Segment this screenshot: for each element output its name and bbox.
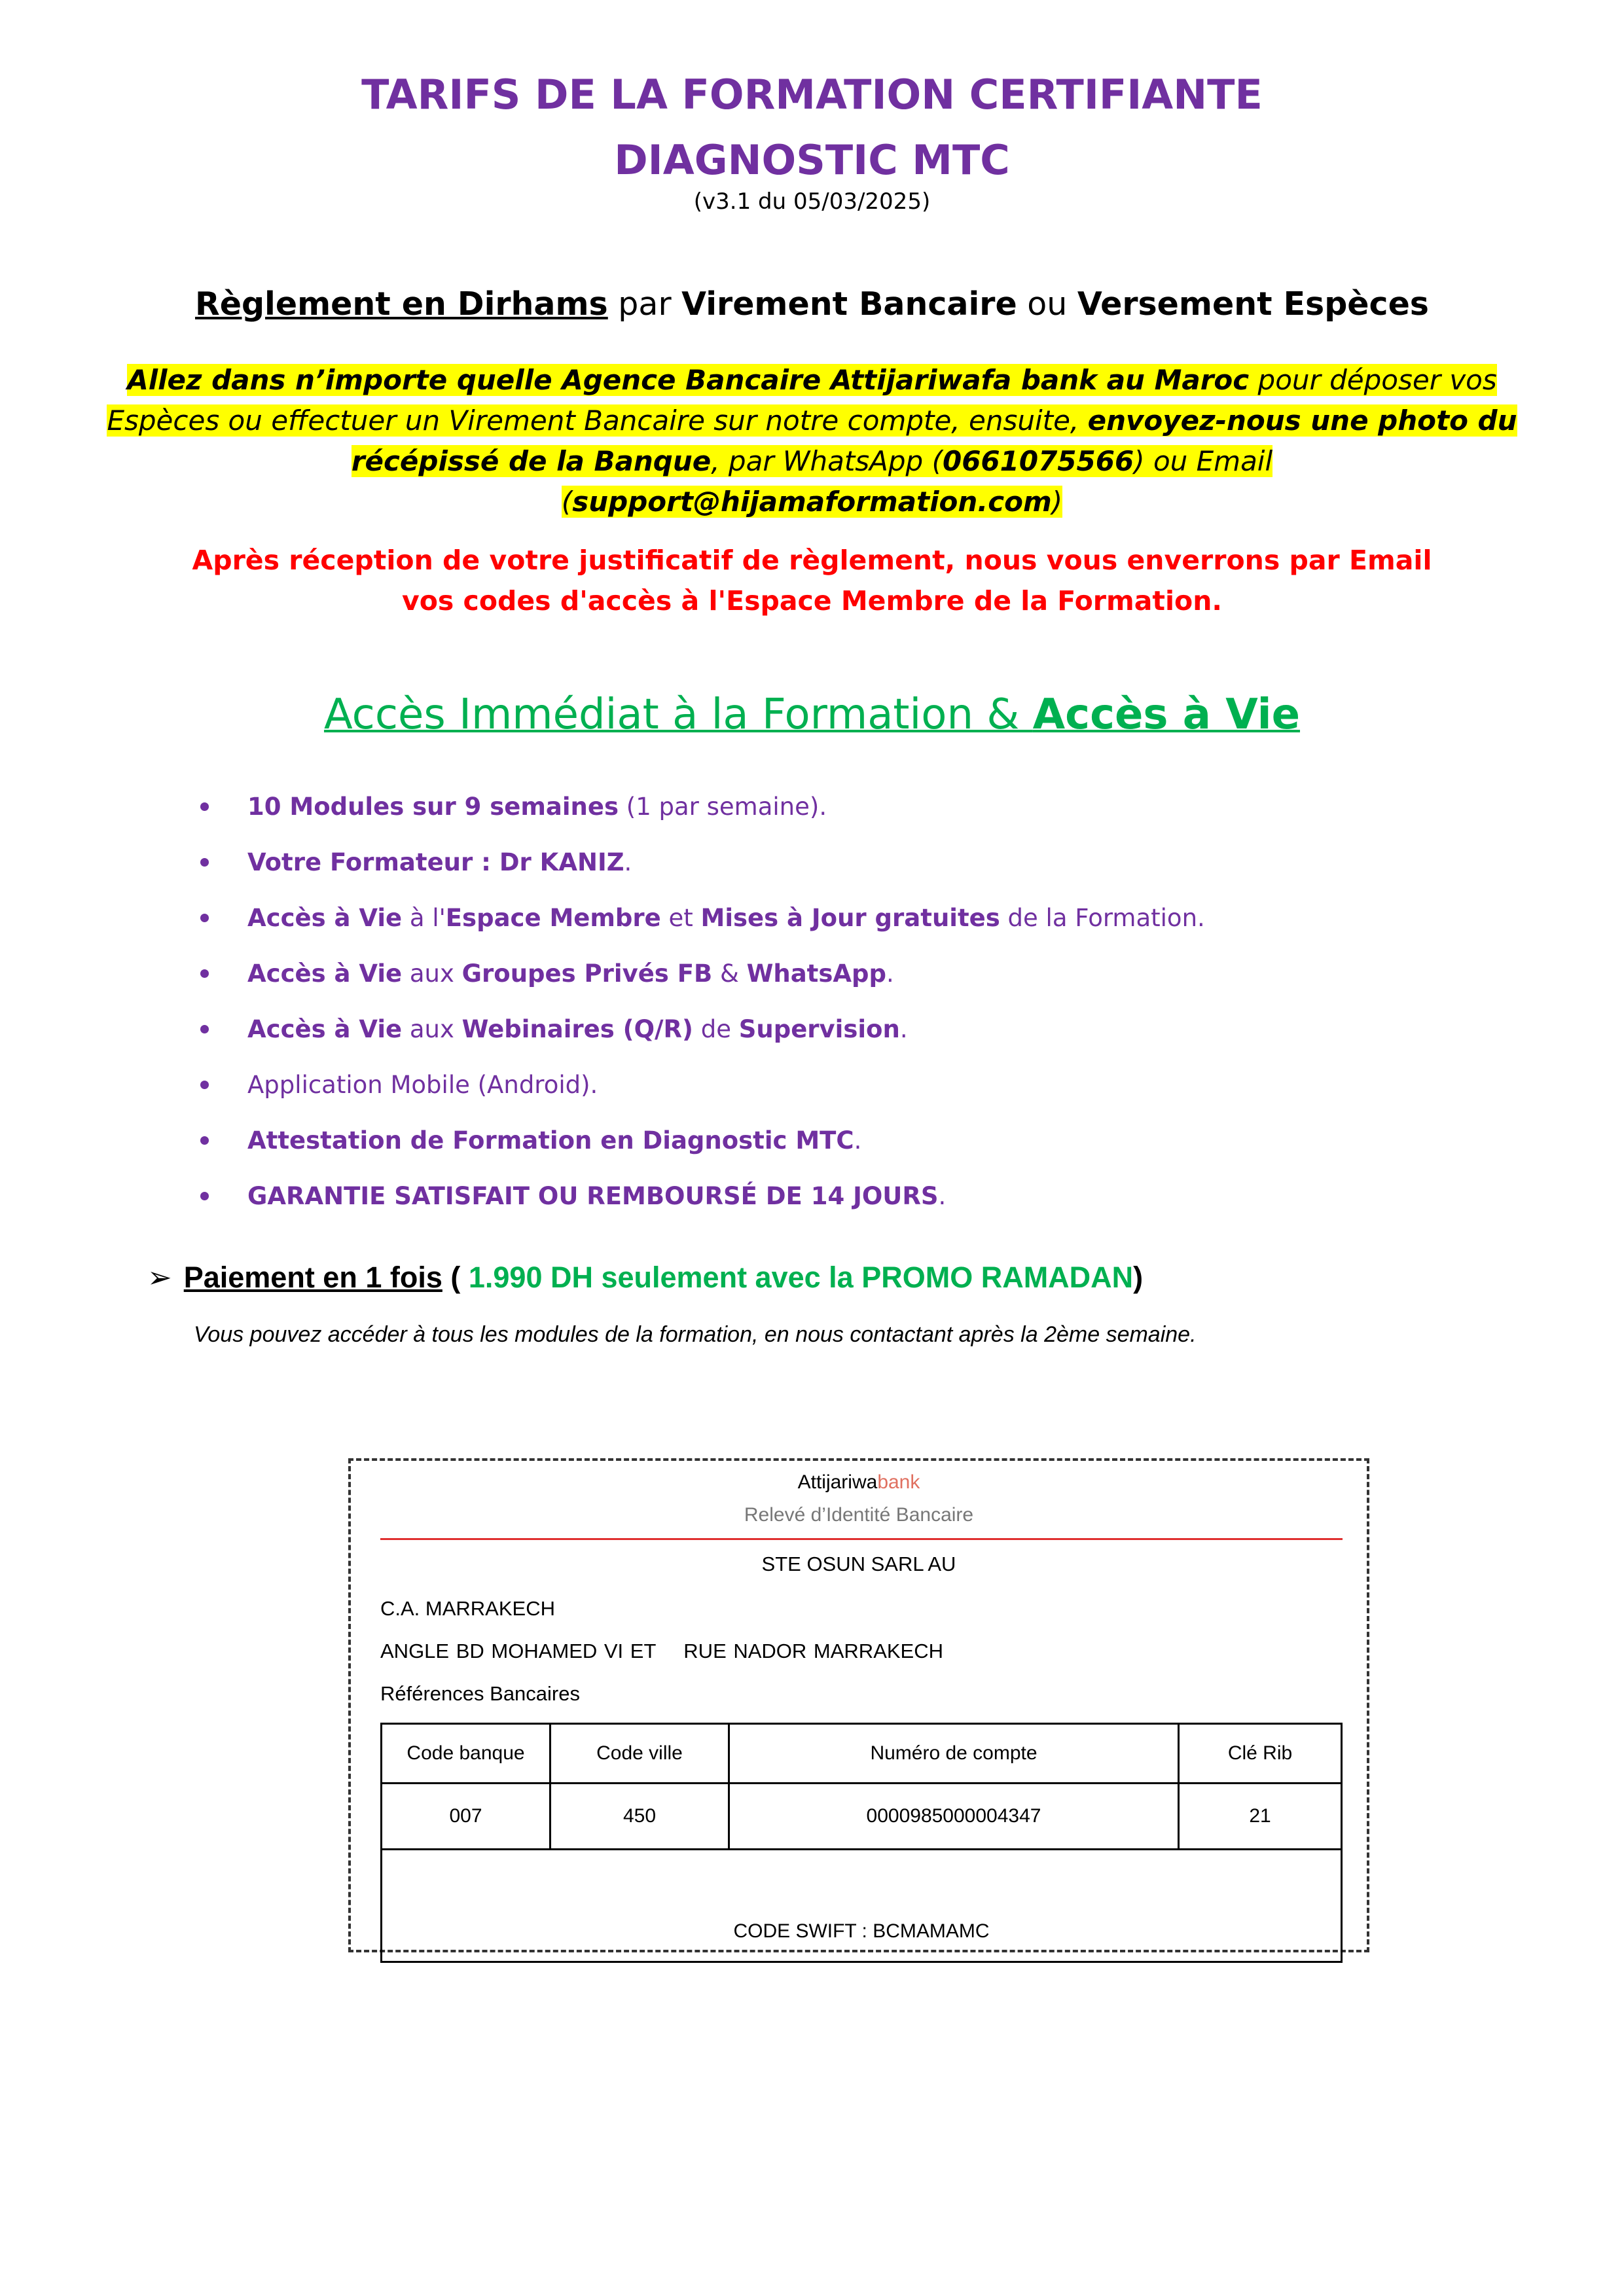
swift-code: CODE SWIFT : BCMAMAMC (382, 1850, 1342, 1962)
reglement-dirhams: Règlement en Dirhams (195, 285, 608, 323)
feature-text: de (693, 1015, 739, 1043)
reglement-virement: Virement Bancaire (681, 285, 1017, 323)
payment-option (147, 1260, 1143, 1295)
swift-row (382, 1850, 1342, 1962)
divider (380, 1538, 1343, 1540)
bank-rib-card (348, 1458, 1369, 1952)
page-title (0, 62, 1624, 193)
bullet-icon (200, 1192, 209, 1200)
instructions-receipt: envoyez-nous une photo du récépissé de la Banque (351, 404, 1517, 477)
feature-text: aux (402, 1015, 462, 1043)
bank-logo (351, 1471, 1367, 1494)
account-holder: STE OSUN SARL AU (761, 1552, 956, 1575)
reglement-ou: ou (1017, 285, 1077, 323)
instructions-text-2: , par WhatsApp ( (711, 445, 943, 477)
feature-bold: Accès à Vie (247, 1015, 403, 1043)
instructions-text-1: pour déposer vos Espèces ou effectuer un Virement Bancaire sur notre compte, ensuite, (107, 364, 1497, 437)
promo-price: 1.990 DH seulement avec la PROMO RAMADAN (468, 1261, 1134, 1294)
feature-text: . (938, 1182, 947, 1210)
feature-bold: 10 Modules sur 9 semaines (247, 793, 619, 821)
payment-paren-close: ) (1133, 1261, 1144, 1294)
feature-bold: WhatsApp (746, 960, 886, 988)
feature-text: . (624, 848, 632, 876)
list-item (196, 1168, 1506, 1224)
instructions-agency: Allez dans n’importe quelle Agence Bancaire Attijariwafa bank au Maroc (127, 364, 1250, 396)
access-codes-notice (0, 540, 1624, 621)
value-city-code: 450 (550, 1784, 729, 1850)
feature-bold: GARANTIE SATISFAIT OU REMBOURSÉ DE 14 JOURS (247, 1182, 939, 1210)
bullet-icon (200, 802, 209, 811)
feature-text: de la Formation. (1000, 904, 1205, 932)
payment-paren-open: ( (442, 1261, 469, 1294)
arrow-bullet-icon: ➢ (147, 1261, 172, 1294)
bullet-icon (200, 969, 209, 978)
bullet-icon (200, 1025, 209, 1033)
feature-text: . (854, 1126, 862, 1155)
table-header-row (382, 1724, 1342, 1784)
list-item (196, 1057, 1506, 1113)
support-email-link[interactable]: support@hijamaformation.com (572, 486, 1052, 518)
feature-text: aux (402, 960, 462, 988)
feature-text: & (712, 960, 747, 988)
feature-text: (1 par semaine). (619, 793, 827, 821)
feature-text: . (886, 960, 894, 988)
bank-references-label: Références Bancaires (380, 1682, 580, 1705)
notice-line-1: Après réception de votre justificatif de règlement, nous vous enverrons par Email (192, 545, 1432, 576)
bullet-icon (200, 1136, 209, 1145)
instructions-text-4: ) (1051, 486, 1063, 518)
bullet-icon (200, 1081, 209, 1089)
payment-note: Vous pouvez accéder à tous les modules de la formation, en nous contactant après la 2ème semaine. (194, 1322, 1197, 1347)
feature-bold: Votre Formateur : Dr KANIZ (247, 848, 624, 876)
bullet-icon (200, 858, 209, 867)
feature-text: . (899, 1015, 908, 1043)
rib-subtitle: Relevé d’Identité Bancaire (744, 1504, 974, 1526)
list-item (196, 779, 1506, 834)
feature-bold: Espace Membre (445, 904, 661, 932)
bank-agency: C.A. MARRAKECH (380, 1597, 555, 1620)
feature-bold: Accès à Vie (247, 904, 403, 932)
bank-name-part-2: bank (877, 1471, 920, 1493)
feature-text: et (660, 904, 701, 932)
access-heading (0, 691, 1624, 739)
payment-methods-line (0, 281, 1624, 327)
list-item (196, 890, 1506, 946)
payment-label: Paiement en 1 fois (183, 1261, 442, 1294)
feature-text: à l' (402, 904, 446, 932)
list-item (196, 834, 1506, 890)
value-bank-code: 007 (382, 1784, 550, 1850)
table-row (382, 1784, 1342, 1850)
feature-bold: Webinaires (Q/R) (461, 1015, 693, 1043)
feature-bold: Accès à Vie (247, 960, 403, 988)
reglement-par: par (607, 285, 682, 323)
bullet-icon (200, 914, 209, 922)
bank-name-part-1: Attijariwa (797, 1471, 878, 1493)
access-heading-part-2: Accès à Vie (1032, 691, 1301, 739)
header-account-number: Numéro de compte (729, 1724, 1179, 1784)
bank-address: ANGLE BD MOHAMED VI ET RUE NADOR MARRAKECH (380, 1640, 943, 1662)
header-rib-key: Clé Rib (1179, 1724, 1342, 1784)
reglement-versement: Versement Espèces (1077, 285, 1429, 323)
feature-bold: Supervision (738, 1015, 900, 1043)
whatsapp-number[interactable]: 0661075566 (942, 445, 1134, 477)
bank-references-table (380, 1723, 1343, 1963)
list-item (196, 1001, 1506, 1057)
header-city-code: Code ville (550, 1724, 729, 1784)
value-rib-key: 21 (1179, 1784, 1342, 1850)
features-list (196, 779, 1506, 1224)
header-bank-code: Code banque (382, 1724, 550, 1784)
feature-bold: Groupes Privés FB (461, 960, 713, 988)
bank-instructions (98, 360, 1526, 522)
list-item (196, 1113, 1506, 1168)
feature-bold: Attestation de Formation en Diagnostic MTC (247, 1126, 854, 1155)
feature-text: Application Mobile (Android). (247, 1071, 598, 1099)
list-item (196, 946, 1506, 1001)
value-account-number: 0000985000004347 (729, 1784, 1179, 1850)
access-heading-part-1: Accès Immédiat à la Formation & (323, 691, 1033, 739)
version-label: (v3.1 du 05/03/2025) (693, 188, 931, 215)
feature-bold: Mises à Jour gratuites (700, 904, 1000, 932)
title-line-1: TARIFS DE LA FORMATION CERTIFIANTE (361, 71, 1263, 118)
instructions-text-3: ) ou Email ( (561, 445, 1273, 518)
notice-line-2: vos codes d'accès à l'Espace Membre de la Formation. (401, 585, 1222, 617)
title-line-2: DIAGNOSTIC MTC (614, 136, 1010, 184)
